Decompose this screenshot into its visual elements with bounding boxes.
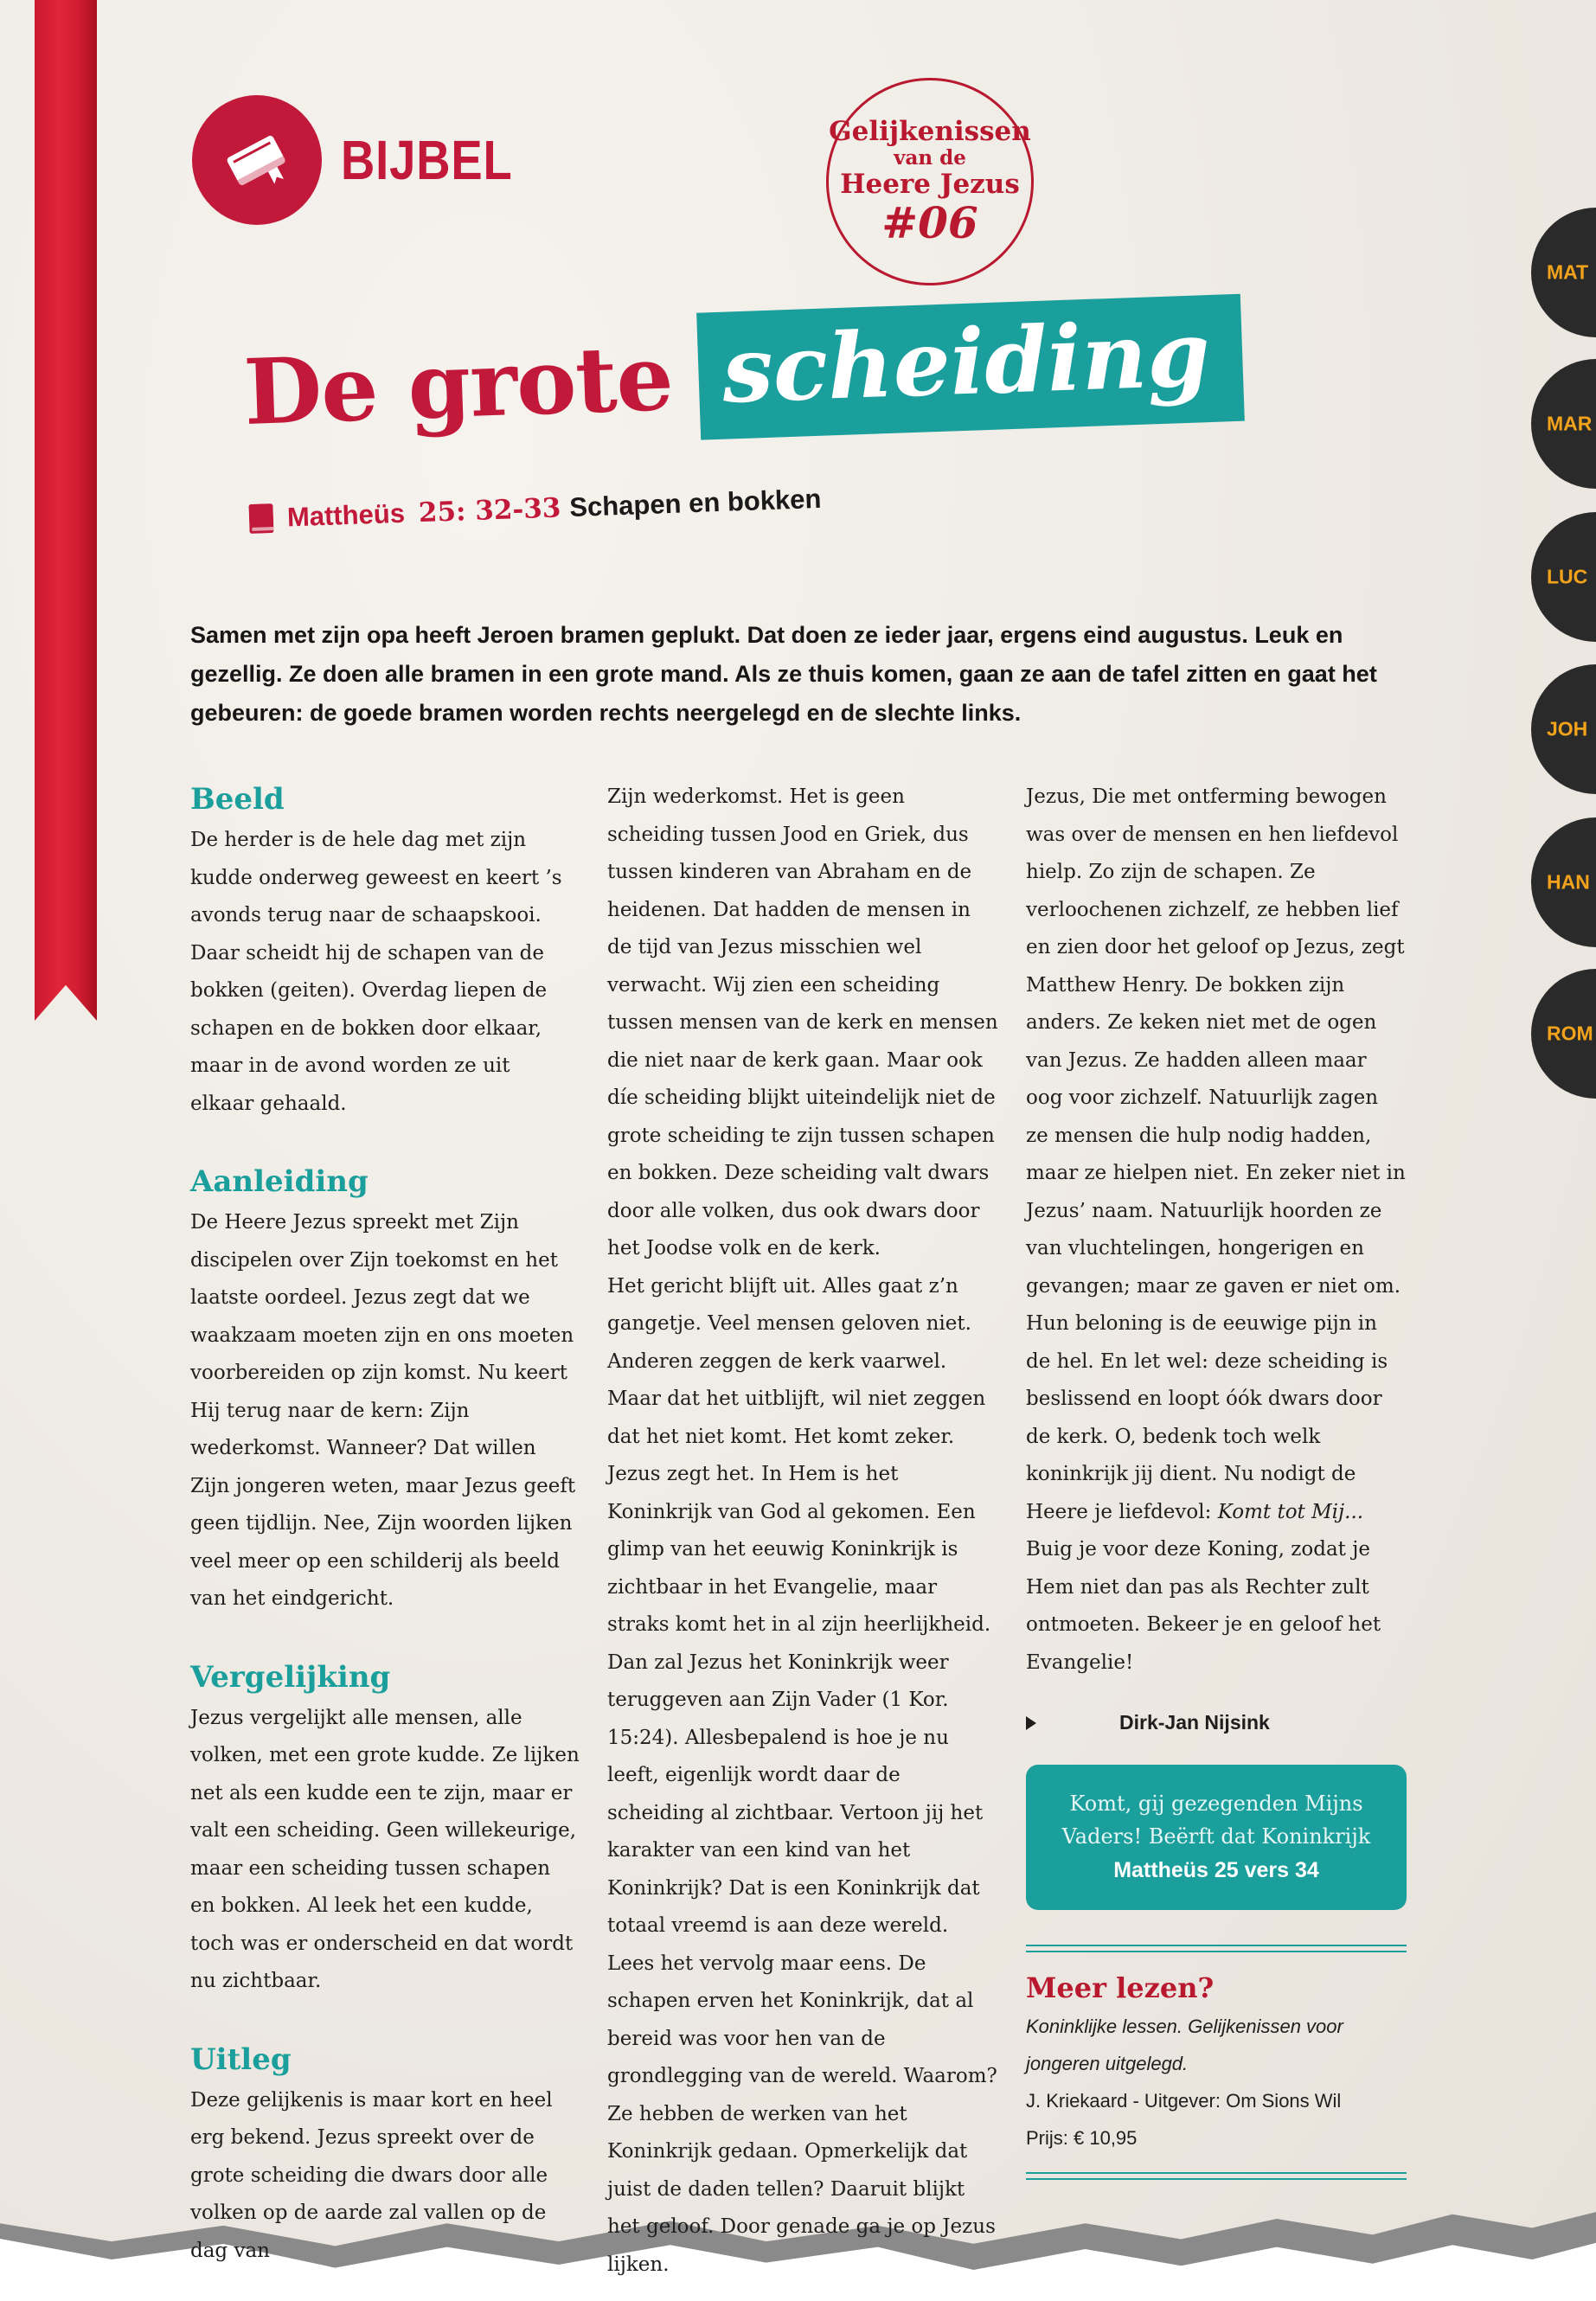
more-book-title: Koninklijke lessen. Gelijkenissen voor jongeren uitgelegd. xyxy=(1026,2015,1343,2074)
more-reading xyxy=(1026,1968,1407,2157)
text-beeld: De herder is de hele dag met zijn kudde onderweg geweest en keert ’s avonds terug naar de schaapskooi. Daar scheidt hij de schapen van de bokken (geiten). Overdag liepen de schapen en de bokken door elkaar, maar in de avond worden ze uit elkaar gehaald. xyxy=(190,829,562,1115)
title-highlight: scheiding xyxy=(720,300,1212,424)
bible-icon xyxy=(192,95,322,225)
heading-vergelijking: Vergelijking xyxy=(190,1659,391,1695)
section-beeld xyxy=(190,779,580,1123)
column-1 xyxy=(190,779,580,2301)
text-vergelijking: Jezus vergelijkt alle mensen, alle volken, met een grote kudde. Ze lijken net als een kudde een te zijn, maar er valt een scheiding. Geen willekeurige, maar een scheiding tussen schapen en bokken. Al leek het een kudde, toch was er onderscheid en dat wordt nu zichtbaar. xyxy=(190,1706,580,1992)
column-2-paragraph-2: Het gericht blijft uit. Alles gaat z’n gangetje. Veel mensen geloven niet. Anderen zeggen de kerk vaarwel. Maar dat het uitblijft, wil niet zeggen dat het niet komt. Het komt zeker. Jezus zegt het. In Hem is het Koninkrijk van God al gekomen. Een glimp van het eeuwig Koninkrijk is zichtbaar in het Evangelie, maar straks komt het in al zijn heerlijkheid. Dan zal Jezus het Koninkrijk weer teruggeven aan Zijn Vader (1 Kor. 15:24). Allesbepalend is hoe je nu leeft, eigenlijk wordt daar de scheiding al zichtbaar. Vertoon jij het karakter van een kind van het Koninkrijk? Dat is een Koninkrijk dat totaal vreemd is aan deze wereld. Lees het vervolg maar eens. De schapen erven het Koninkrijk, dat al bereid was voor hen van de grondlegging van de wereld. Waarom? Ze hebben de werken van het Koninkrijk gedaan. Opmerkelijk dat juist de daden tellen? Daaruit blijkt het geloof. Door genade ga je op Jezus lijken. xyxy=(607,1274,997,2276)
quote-box xyxy=(1026,1765,1407,1910)
play-triangle-icon xyxy=(1026,1716,1036,1730)
series-badge xyxy=(826,78,1034,285)
column-3-paragraph: Jezus, Die met ontferming bewogen was over de mensen en hen liefdevol hielp. Zo zijn de schapen. Ze verloochenen zichzelf, ze hebben lief en zien door het geloof op Jezus, zegt Matthew Henry. De bokken zijn anders. Ze keken niet met de ogen van Jezus. Ze hadden alleen maar oog voor zichzelf. Natuurlijk zagen ze mensen die hulp nodig hadden, maar ze hielpen niet. En zeker niet in Jezus’ naam. Natuurlijk hoorden ze van vluchtelingen, hongerigen en gevangen; maar ze gaven er niet om. Hun beloning is de eeuwige pijn in de hel. En let wel: deze scheiding is beslissend en loopt óók dwars door de kerk. O, bedenk toch welk koninkrijk jij dient. Nu nodigt de Heere je liefdevol: Komt tot Mij... Buig je voor deze Koning, zodat je Hem niet dan pas als Rechter zult ontmoeten. Bekeer je en geloof het Evangelie! xyxy=(1026,785,1406,1674)
series-line-3: Heere Jezus xyxy=(840,169,1020,201)
heading-beeld: Beeld xyxy=(190,782,285,817)
quote-source: Mattheüs 25 vers 34 xyxy=(1113,1857,1319,1882)
column-3 xyxy=(1026,779,1407,2180)
reference-subtitle: Schapen en bokken xyxy=(568,483,822,523)
section-label: BIJBEL xyxy=(341,129,513,191)
text-aanleiding: De Heere Jezus spreekt met Zijn discipelen over Zijn toekomst en het laatste oordeel. Jezus zegt dat we waakzaam moeten zijn en ons moeten voorbereiden op zijn komst. Nu keert Hij terug naar de kern: Zijn wederkomst. Wanneer? Dat willen Zijn jongeren weten, maar Jezus geeft geen tijdlijn. Nee, Zijn woorden lijken veel meer op een schilderij als beeld van het eindgericht. xyxy=(190,1211,576,1610)
column-2 xyxy=(607,779,998,2284)
more-heading: Meer lezen? xyxy=(1026,1971,1215,2004)
divider-top xyxy=(1026,1945,1407,1952)
title-highlight-box xyxy=(696,294,1245,440)
quote-invitation: Komt tot Mij... xyxy=(1217,1500,1364,1523)
section-aanleiding xyxy=(190,1161,580,1618)
column-2-paragraph-1: Zijn wederkomst. Het is geen scheiding tussen Jood en Griek, dus tussen kinderen van Abraham en de heidenen. Dat hadden de mensen in de tijd van Jezus misschien wel verwacht. Wij zien een scheiding tussen mensen van de kerk en mensen die niet naar de kerk gaan. Maar ook díe scheiding blijkt uiteindelijk niet de grote scheiding te zijn tussen schapen en bokken. Deze scheiding valt dwars door alle volken, dus ook dwars door het Joodse volk en de kerk. xyxy=(607,785,998,1259)
section-vergelijking xyxy=(190,1657,580,2001)
more-publisher: J. Kriekaard - Uitgever: Om Sions Wil xyxy=(1026,2089,1342,2112)
tab-rom[interactable]: ROM xyxy=(1531,969,1596,1099)
book-icon xyxy=(248,503,273,534)
author-name: Dirk-Jan Nijsink xyxy=(1119,1711,1270,1734)
divider-bottom xyxy=(1026,2172,1407,2180)
tab-joh[interactable]: JOH xyxy=(1531,664,1596,794)
quote-text: Komt, gij gezegenden Mijns Vaders! Beërft dat Koninkrijk xyxy=(1061,1791,1371,1849)
bookmark-ribbon xyxy=(35,0,97,1021)
section-uitleg xyxy=(190,2039,580,2271)
tab-han[interactable]: HAN xyxy=(1531,817,1596,947)
author-line xyxy=(1026,1704,1407,1742)
tab-mat[interactable]: MAT xyxy=(1531,208,1596,337)
text-uitleg: Deze gelijkenis is maar kort en heel erg bekend. Jezus spreekt over de grote scheiding die dwars door alle volken op de aarde zal vallen op de dag van xyxy=(190,2088,553,2262)
series-line-2: van de xyxy=(894,145,966,170)
title-main: De grote xyxy=(241,324,675,445)
tab-mar[interactable]: MAR xyxy=(1531,359,1596,489)
reference-verses: 25: 32-33 xyxy=(418,492,562,529)
series-number: #06 xyxy=(881,197,978,249)
tab-luc[interactable]: LUC xyxy=(1531,512,1596,642)
heading-aanleiding: Aanleiding xyxy=(190,1164,369,1199)
heading-uitleg: Uitleg xyxy=(190,2041,292,2077)
section-logo xyxy=(192,95,543,225)
series-line-1: Gelijkenissen xyxy=(829,115,1031,147)
reference-book: Mattheüs xyxy=(286,497,406,533)
more-price: Prijs: € 10,95 xyxy=(1026,2126,1138,2149)
intro-paragraph: Samen met zijn opa heeft Jeroen bramen geplukt. Dat doen ze ieder jaar, ergens eind augustus. Leuk en gezellig. Ze doen alle bramen in een grote mand. Als ze thuis komen, gaan ze aan de tafel zitten en gaat het gebeuren: de goede bramen worden rechts neergelegd en de slechte links. xyxy=(190,622,1377,726)
